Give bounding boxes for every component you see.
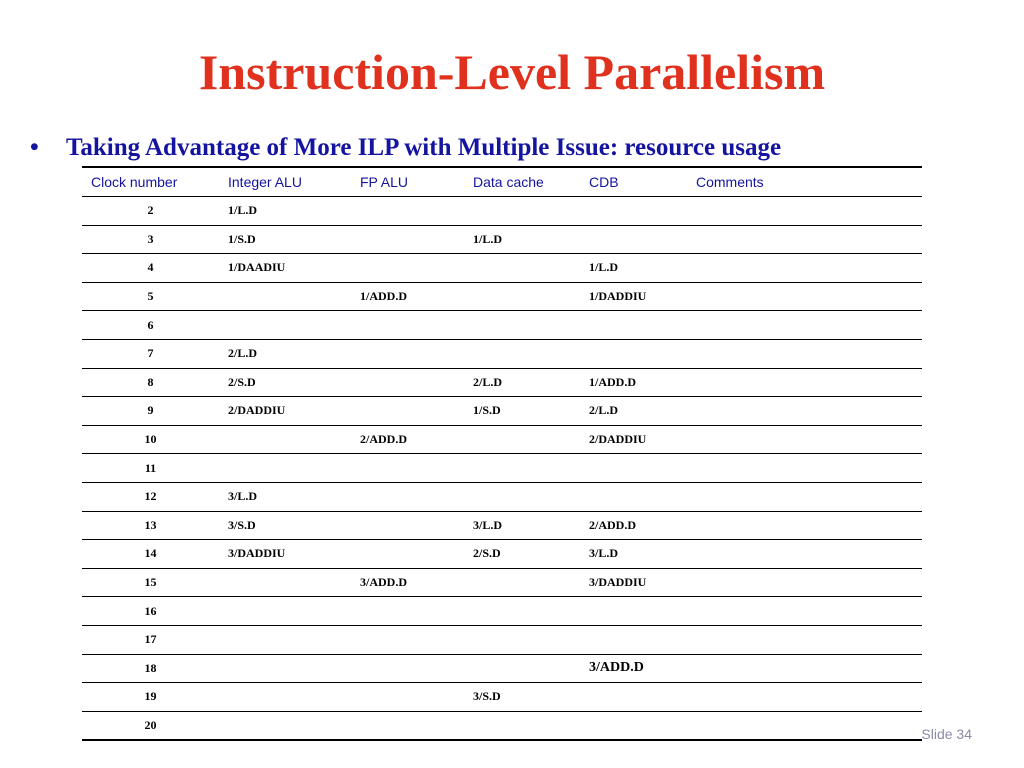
cell-clock: 19 [82,683,219,712]
cell-data-cache [464,339,580,368]
cell-clock: 20 [82,711,219,740]
bullet-item [30,132,781,164]
cell-fp-alu: 3/ADD.D [351,568,464,597]
cell-integer-alu: 2/DADDIU [219,397,351,426]
cell-fp-alu [351,368,464,397]
cell-comments [687,511,922,540]
table-row [82,197,922,226]
cell-integer-alu [219,597,351,626]
cell-data-cache: 3/L.D [464,511,580,540]
table-row [82,254,922,283]
cell-clock: 17 [82,625,219,654]
cell-fp-alu [351,540,464,569]
cell-cdb: 3/DADDIU [580,568,687,597]
cell-cdb [580,339,687,368]
resource-table [82,166,922,741]
resource-usage-table [82,166,922,741]
bullet-icon: • [30,134,39,161]
cell-cdb [580,597,687,626]
table-row [82,711,922,740]
cell-cdb [580,711,687,740]
table-row [82,568,922,597]
cell-cdb: 3/L.D [580,540,687,569]
cell-integer-alu: 2/L.D [219,339,351,368]
cell-integer-alu: 1/S.D [219,225,351,254]
cell-data-cache [464,482,580,511]
cell-data-cache [464,254,580,283]
table-row [82,540,922,569]
cell-fp-alu [351,339,464,368]
cell-comments [687,311,922,340]
slide-number: Slide 34 [921,726,972,742]
table-row [82,654,922,683]
cell-data-cache: 2/S.D [464,540,580,569]
cell-clock: 15 [82,568,219,597]
cell-comments [687,425,922,454]
cell-comments [687,625,922,654]
header-data-cache: Data cache [464,167,580,197]
cell-clock: 2 [82,197,219,226]
cell-comments [687,454,922,483]
cell-integer-alu [219,568,351,597]
cell-data-cache: 1/L.D [464,225,580,254]
cell-data-cache [464,568,580,597]
cell-comments [687,282,922,311]
cell-comments [687,711,922,740]
cell-fp-alu [351,311,464,340]
cell-cdb [580,311,687,340]
cell-comments [687,683,922,712]
cell-comments [687,654,922,683]
cell-clock: 14 [82,540,219,569]
cell-data-cache [464,454,580,483]
table-row [82,282,922,311]
header-fp-alu: FP ALU [351,167,464,197]
cell-integer-alu [219,282,351,311]
cell-cdb: 2/L.D [580,397,687,426]
cell-clock: 3 [82,225,219,254]
cell-cdb: 1/DADDIU [580,282,687,311]
cell-fp-alu [351,197,464,226]
cell-data-cache [464,425,580,454]
cell-comments [687,482,922,511]
bullet-text: Taking Advantage of More ILP with Multiple Issue: resource usage [66,134,782,161]
cell-fp-alu [351,654,464,683]
cell-data-cache [464,282,580,311]
cell-data-cache: 1/S.D [464,397,580,426]
slide-title: Instruction-Level Parallelism [198,44,826,100]
cell-cdb: 2/ADD.D [580,511,687,540]
cell-comments [687,540,922,569]
cell-data-cache [464,311,580,340]
cell-data-cache [464,625,580,654]
table-row [82,625,922,654]
table-row [82,597,922,626]
table-header-row [82,167,922,197]
table-row [82,683,922,712]
cell-comments [687,397,922,426]
cell-data-cache [464,197,580,226]
table-row [82,225,922,254]
header-comments: Comments [687,167,922,197]
cell-clock: 8 [82,368,219,397]
cell-clock: 12 [82,482,219,511]
cell-cdb [580,482,687,511]
cell-data-cache [464,597,580,626]
cell-fp-alu: 1/ADD.D [351,282,464,311]
cell-fp-alu [351,625,464,654]
cell-cdb: 2/DADDIU [580,425,687,454]
cell-comments [687,339,922,368]
cell-cdb: 1/ADD.D [580,368,687,397]
cell-clock: 18 [82,654,219,683]
cell-cdb [580,683,687,712]
cell-fp-alu [351,482,464,511]
cell-fp-alu [351,683,464,712]
cell-comments [687,254,922,283]
table-row [82,511,922,540]
cell-clock: 4 [82,254,219,283]
cell-integer-alu [219,711,351,740]
table-row [82,397,922,426]
cell-integer-alu: 3/DADDIU [219,540,351,569]
cell-data-cache: 2/L.D [464,368,580,397]
cell-cdb [580,197,687,226]
cell-integer-alu [219,425,351,454]
cell-clock: 5 [82,282,219,311]
cell-cdb [580,454,687,483]
cell-fp-alu [351,597,464,626]
cell-data-cache: 3/S.D [464,683,580,712]
cell-integer-alu: 3/S.D [219,511,351,540]
cell-integer-alu: 1/DAADIU [219,254,351,283]
cell-integer-alu: 1/L.D [219,197,351,226]
table-row [82,454,922,483]
cell-clock: 13 [82,511,219,540]
table-row [82,311,922,340]
cell-cdb: 3/ADD.D [580,654,687,683]
cell-data-cache [464,654,580,683]
cell-comments [687,197,922,226]
cell-fp-alu [351,225,464,254]
cell-integer-alu: 3/L.D [219,482,351,511]
table-body [82,197,922,741]
cell-fp-alu [351,711,464,740]
cell-clock: 10 [82,425,219,454]
cell-cdb [580,225,687,254]
cell-fp-alu [351,397,464,426]
cell-integer-alu [219,683,351,712]
cell-data-cache [464,711,580,740]
cell-integer-alu [219,654,351,683]
cell-fp-alu [351,254,464,283]
header-clock-number: Clock number [82,167,219,197]
header-integer-alu: Integer ALU [219,167,351,197]
table-row [82,339,922,368]
cell-fp-alu [351,511,464,540]
cell-cdb: 1/L.D [580,254,687,283]
cell-clock: 7 [82,339,219,368]
cell-fp-alu [351,454,464,483]
table-row [82,368,922,397]
cell-clock: 6 [82,311,219,340]
cell-integer-alu: 2/S.D [219,368,351,397]
table-row [82,425,922,454]
cell-clock: 16 [82,597,219,626]
cell-fp-alu: 2/ADD.D [351,425,464,454]
cell-clock: 11 [82,454,219,483]
cell-cdb [580,625,687,654]
cell-integer-alu [219,311,351,340]
cell-comments [687,225,922,254]
cell-comments [687,568,922,597]
header-cdb: CDB [580,167,687,197]
cell-clock: 9 [82,397,219,426]
cell-comments [687,368,922,397]
cell-comments [687,597,922,626]
cell-integer-alu [219,625,351,654]
cell-integer-alu [219,454,351,483]
table-row [82,482,922,511]
